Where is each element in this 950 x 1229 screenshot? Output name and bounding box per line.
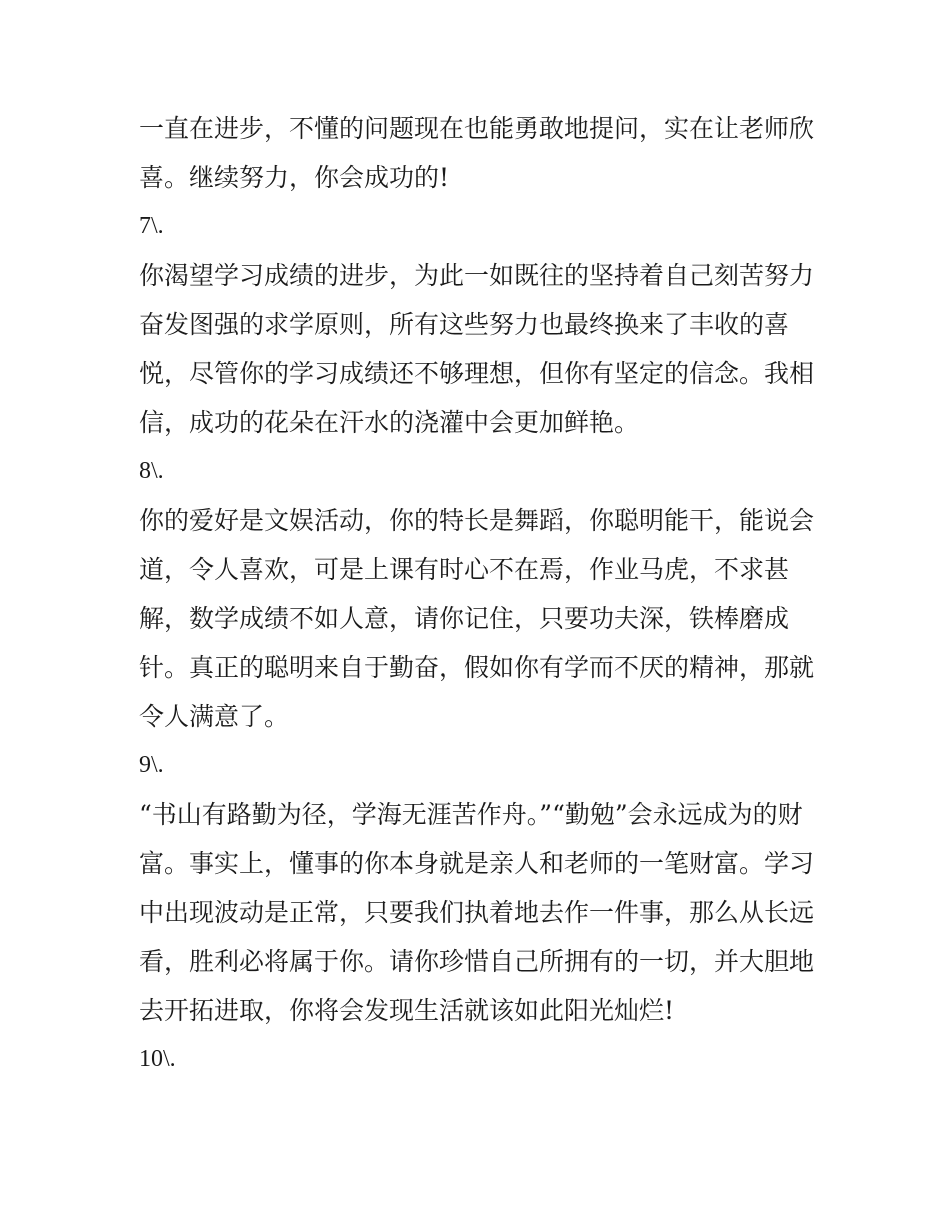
text-line: 去开拓进取，你将会发现生活就该如此阳光灿烂! xyxy=(139,996,675,1025)
document-body xyxy=(139,104,819,1084)
text-line: 悦，尽管你的学习成绩还不够理想，但你有坚定的信念。我相 xyxy=(139,359,815,388)
text-line: 道，令人喜欢，可是上课有时心不在焉，作业马虎，不求甚 xyxy=(139,555,790,584)
text-line: 奋发图强的求学原则，所有这些努力也最终换来了丰收的喜 xyxy=(139,310,790,339)
text-line: 富。事实上，懂事的你本身就是亲人和老师的一笔财富。学习 xyxy=(139,849,815,878)
text-line: 看，胜利必将属于你。请你珍惜自己所拥有的一切，并大胆地 xyxy=(139,947,815,976)
text-line: 喜。继续努力，你会成功的! xyxy=(139,163,450,192)
text-line: 你的爱好是文娱活动，你的特长是舞蹈，你聪明能干，能说会 xyxy=(139,506,815,535)
item-number: 7\. xyxy=(139,213,164,239)
item-number: 9\. xyxy=(139,752,164,778)
text-line: 针。真正的聪明来自于勤奋，假如你有学而不厌的精神，那就 xyxy=(139,653,815,682)
text-line: 中出现波动是正常，只要我们执着地去作一件事，那么从长远 xyxy=(139,898,815,927)
item-number: 8\. xyxy=(139,458,164,484)
text-line: “书山有路勤为径，学海无涯苦作舟。”“勤勉”会永远成为的财 xyxy=(139,800,803,829)
text-line: 令人满意了。 xyxy=(139,702,290,731)
text-line: 你渴望学习成绩的进步，为此一如既往的坚持着自己刻苦努力 xyxy=(139,261,815,290)
text-line: 信，成功的花朵在汗水的浇灌中会更加鲜艳。 xyxy=(139,408,640,437)
text-line: 解，数学成绩不如人意，请你记住，只要功夫深，铁棒磨成 xyxy=(139,604,790,633)
text-line: 一直在进步，不懂的问题现在也能勇敢地提问，实在让老师欣 xyxy=(139,114,815,143)
item-number: 10\. xyxy=(139,1046,176,1072)
